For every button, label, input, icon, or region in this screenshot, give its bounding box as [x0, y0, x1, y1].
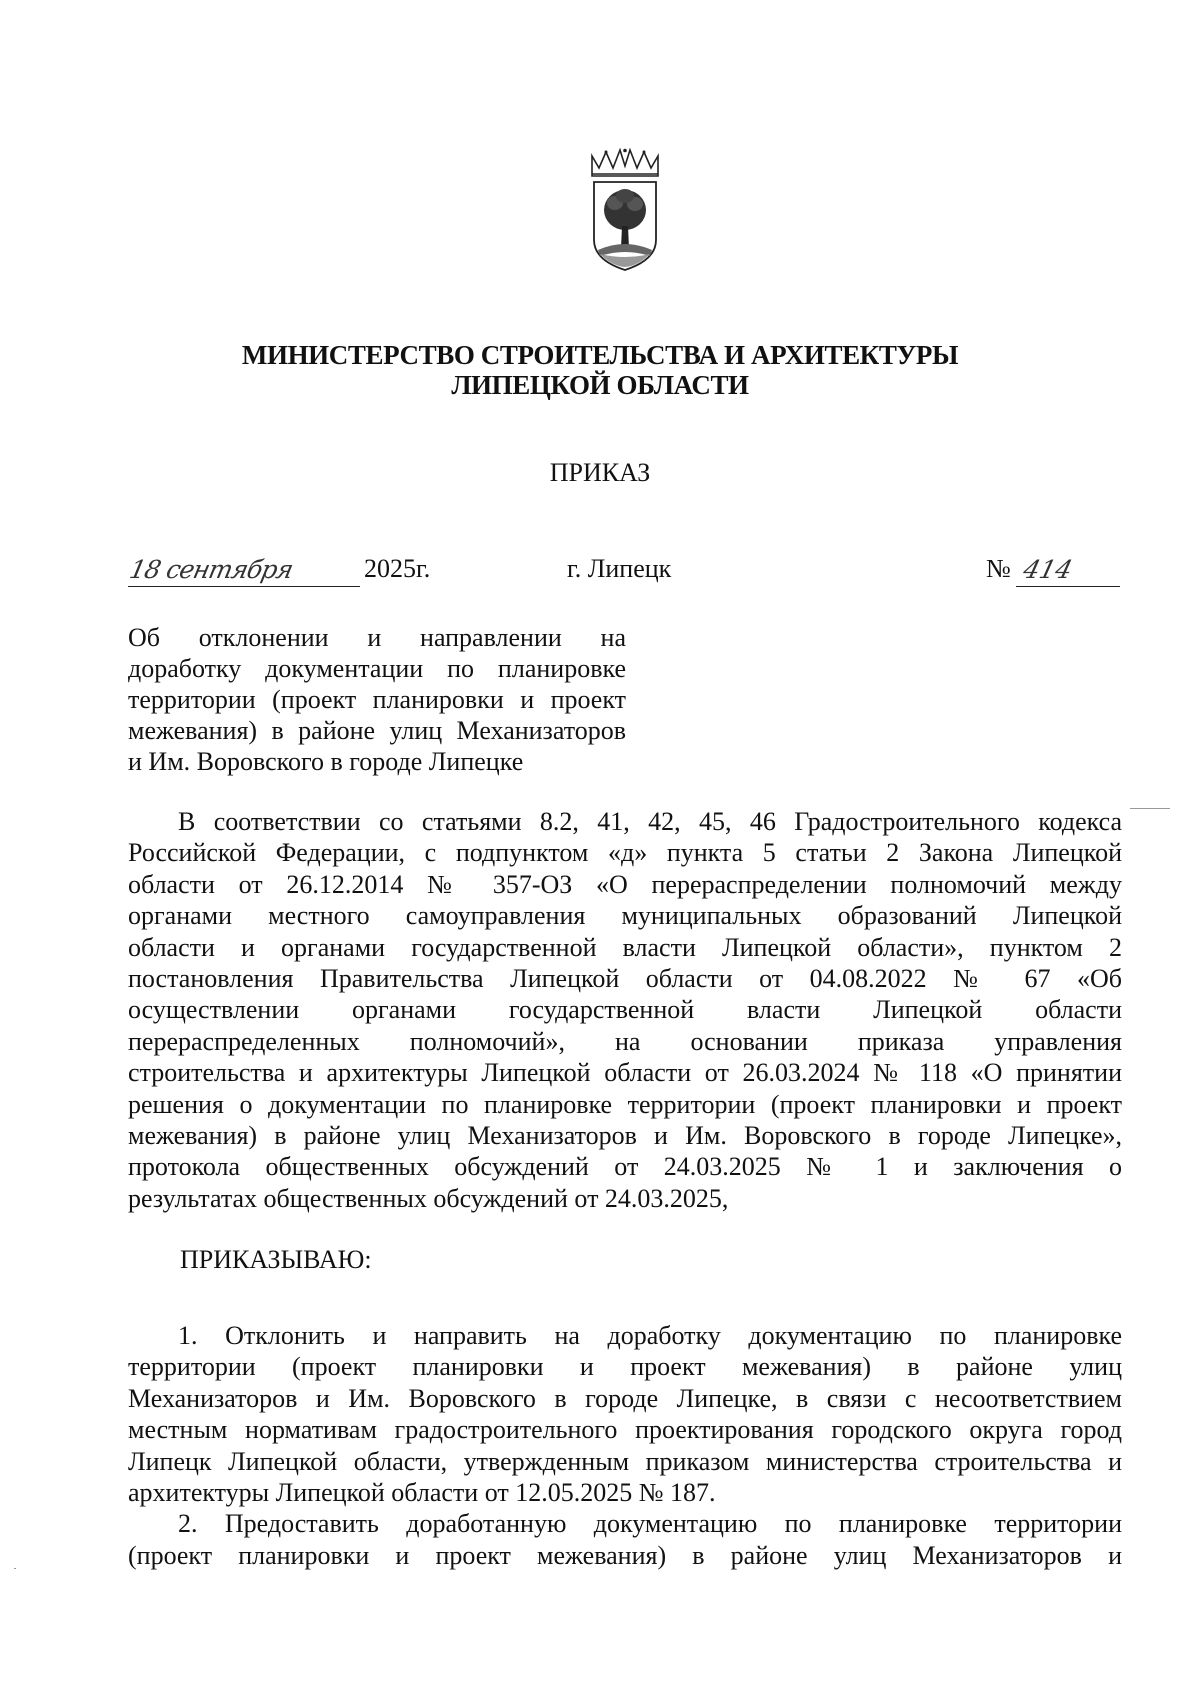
item-line: (проект планировки и проект межевания) в районе улиц Механизаторов и [128, 1540, 1122, 1570]
preamble-line: В соответствии со статьями 8.2, 41, 42, 45, 46 Градостроительного кодекса [178, 807, 1122, 836]
item-line: 1. Отклонить и направить на доработку документацию по планировке [178, 1321, 1122, 1350]
lipetsk-coat-of-arms-icon [588, 148, 662, 274]
scan-artifact [1130, 808, 1170, 809]
item-line: территории (проект планировки и проект межевания) в районе улиц [128, 1352, 1122, 1382]
ministry-name-line-2: ЛИПЕЦКОЙ ОБЛАСТИ [451, 370, 749, 400]
subject-line: территории (проект планировки и проект [128, 685, 626, 714]
item-line: 2. Предоставить доработанную документацию по планировке территории [178, 1509, 1122, 1539]
subject-line: Об отклонении и направлении на [128, 623, 626, 652]
order-word: ПРИКАЗЫВАЮ: [180, 1245, 372, 1274]
preamble-paragraph [128, 806, 1122, 1214]
preamble-line: области и органами государственной власти Липецкой области», пунктом 2 [128, 932, 1122, 962]
city: г. Липецк [567, 554, 672, 583]
preamble-line: решения о документации по планировке территории (проект планировки и проект [128, 1089, 1122, 1119]
preamble-line: перераспределенных полномочий», на основании приказа управления [128, 1026, 1122, 1056]
preamble-line: постановления Правительства Липецкой области от 04.08.2022 № 67 «Об [128, 963, 1122, 993]
handwritten-number-field [1016, 548, 1120, 587]
preamble-line: межевания) в районе улиц Механизаторов и Им. Воровского в городе Липецке», [128, 1120, 1122, 1150]
item-line: Липецк Липецкой области, утвержденным приказом министерства строительства и [128, 1446, 1122, 1476]
preamble-line: результатах общественных обсуждений от 24.03.2025, [128, 1183, 729, 1213]
order-subject [128, 622, 626, 777]
item-line: Механизаторов и Им. Воровского в городе Липецке, в связи с несоответствием [128, 1383, 1122, 1413]
document-type: ПРИКАЗ [549, 458, 651, 487]
preamble-line: строительства и архитектуры Липецкой области от 26.03.2024 № 118 «О принятии [128, 1058, 1122, 1088]
ministry-name [0, 340, 1200, 400]
subject-line: межевания) в районе улиц Механизаторов [128, 716, 626, 745]
preamble-line: органами местного самоуправления муниципальных образований Липецкой [128, 901, 1122, 931]
date-year: 2025г. [364, 554, 431, 583]
ministry-name-line-1: МИНИСТЕРСТВО СТРОИТЕЛЬСТВА И АРХИТЕКТУРЫ [241, 340, 959, 370]
date-number-row [128, 548, 1122, 592]
item-line: местным нормативам градостроительного проектирования городского округа город [128, 1415, 1122, 1445]
preamble-line: Российской Федерации, с подпунктом «д» пункта 5 статьи 2 Закона Липецкой [128, 838, 1122, 868]
item-line: архитектуры Липецкой области от 12.05.2025 № 187. [128, 1477, 716, 1507]
handwritten-number: 414 [1020, 555, 1076, 584]
subject-line: и Им. Воровского в городе Липецке [128, 747, 524, 776]
handwritten-date-field [128, 548, 360, 587]
subject-line: доработку документации по планировке [128, 654, 626, 683]
preamble-line: протокола общественных обсуждений от 24.03.2025 № 1 и заключения о [128, 1152, 1122, 1182]
handwritten-date: 18 сентября [126, 555, 296, 584]
scan-artifact [14, 1568, 16, 1569]
order-items [128, 1320, 1122, 1571]
preamble-line: осуществлении органами государственной власти Липецкой области [128, 995, 1122, 1025]
number-sign: № [986, 554, 1011, 583]
preamble-line: области от 26.12.2014 № 357-ОЗ «О перераспределении полномочий между [128, 869, 1122, 899]
